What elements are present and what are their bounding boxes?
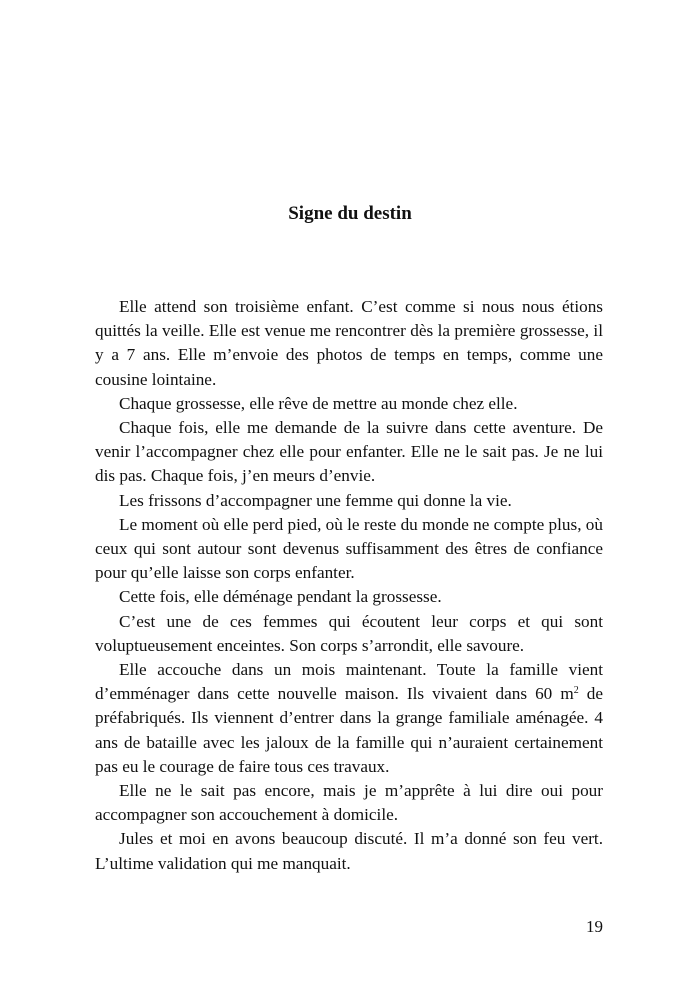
paragraph-with-superscript xyxy=(95,658,603,779)
paragraph: Jules et moi en avons beaucoup discuté. Il m’a donné son feu vert. L’ultime validation qui me manquait. xyxy=(95,829,603,873)
body-text xyxy=(95,295,603,876)
paragraph: Chaque grossesse, elle rêve de mettre au monde chez elle. xyxy=(119,393,518,413)
paragraph: Chaque fois, elle me demande de la suivre dans cette aventure. De venir l’accompagner chez elle pour enfanter. Elle ne le sait pas. Je ne lui dis pas. Chaque fois, j’en meurs d’envie. xyxy=(95,418,603,486)
paragraph: Le moment où elle perd pied, où le reste du monde ne compte plus, où ceux qui sont autour sont devenus suffisamment des êtres de confiance pour qu’elle laisse son corps enfanter. xyxy=(95,514,603,583)
paragraph: Elle ne le sait pas encore, mais je m’apprête à lui dire oui pour accompagner son accouchement à domicile. xyxy=(95,781,603,825)
paragraph: Les frissons d’accompagner une femme qui donne la vie. xyxy=(119,490,512,510)
chapter-title: Signe du destin xyxy=(288,203,412,224)
paragraph: Cette fois, elle déménage pendant la grossesse. xyxy=(119,587,442,607)
paragraph: C’est une de ces femmes qui écoutent leur corps et qui sont voluptueusement enceintes. Son corps s’arrondit, elle savoure. xyxy=(95,611,603,655)
paragraph: Elle attend son troisième enfant. C’est comme si nous nous étions quittés la veille. Elle est venue me rencontrer dès la première grossesse, il y a 7 ans. Elle m’envoie des photos de temps en temps, comme une cousine lointaine. xyxy=(95,297,603,389)
paragraph-text-before-superscript: Elle accouche dans un mois maintenant. Toute la famille vient d’emménager dans cette nouvelle maison. Ils vivaient dans 60 m xyxy=(95,660,603,704)
superscript-exponent: 2 xyxy=(573,685,579,697)
page-number: 19 xyxy=(586,917,603,936)
paragraph-text-after-superscript: de préfabriqués. Ils viennent d’entrer dans la grange familiale aménagée. 4 ans de bataille avec les jaloux de la famille qui n’auraient certainement pas eu le courage de faire tous ces travaux. xyxy=(95,684,603,776)
